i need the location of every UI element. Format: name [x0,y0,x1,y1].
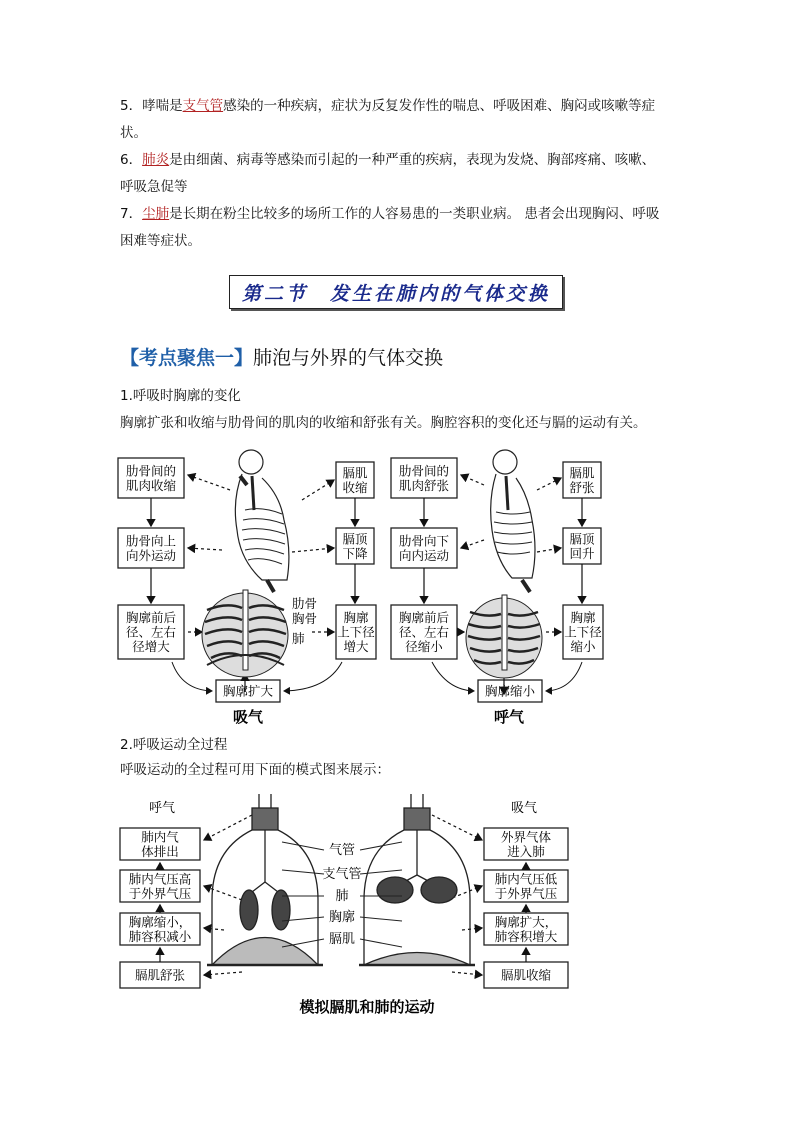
inhale-box-vertical-text: 胸廓 [343,610,369,625]
exhale-box-result-text: 胸廓缩小 [484,683,536,699]
inhale-box-intercostal-text: 肋骨间的 [125,463,177,479]
disease-term: 哮喘 [142,98,170,114]
inhale-box-diameter-text: 径增大 [132,639,170,654]
flow-arrow [284,662,342,691]
label-leader [282,842,324,850]
inhale-box-intercostal [118,458,184,498]
inhale-box-dome-text: 膈顶 [342,531,368,547]
exhale-box-rib-move [391,528,457,568]
flow-arrow [188,548,222,550]
item-text: 是 [169,98,183,114]
exhale-bell-jar-illustration [207,794,323,965]
diagram-label: 吸气 [510,801,538,816]
exhale-box-vertical-text: 缩小 [570,639,596,654]
inhale-step-box-text: 于外界气压 [494,885,558,901]
exhale-box-vertical-text: 胸廓 [570,610,596,625]
inhale-step-box-text: 进入肺 [507,843,545,859]
exhale-box-vertical [563,605,603,659]
flow-arrow [188,475,230,490]
item-number: 6． [120,152,143,168]
flow-arrow [537,548,561,552]
inhale-box-vertical [336,605,376,659]
exhale-step-box-text: 体排出 [141,843,179,859]
inhale-box-rib-move-text: 向外运动 [125,547,177,563]
exhale-box-intercostal [391,458,457,498]
thorax-change-figure [112,440,622,725]
inhale-ribcage-illustration [202,590,288,677]
inhale-box-vertical-text: 上下径 [337,624,375,640]
item-text: 状。 [120,125,147,141]
item-number: 5． [120,98,143,114]
exhale-box-dome-text: 膈顶 [569,531,595,547]
exhale-box-diaphragm-text: 舒张 [569,479,595,495]
exhale-box-diameter-text: 胸廓前后 [398,610,450,625]
sub-text-2: 呼吸运动的全过程可用下面的模式图来展示： [120,762,390,778]
inhale-box-vertical-text: 增大 [343,639,369,654]
inhale-box-intercostal-text: 肌肉收缩 [125,477,177,493]
item-text: 是长期在粉尘比较多的场所工作的人容易患的一类职业病。 患者会出现胸闷、呼吸 [169,206,660,222]
diagram-label: 呼气 [493,708,525,725]
exhale-box-dome-text: 回升 [569,545,595,561]
item-5 [120,93,680,147]
inhale-step-box [484,962,568,988]
inhale-box-rib-move [118,528,184,568]
inhale-box-diaphragm [336,462,374,498]
inhale-step-box [484,870,568,902]
exhale-box-diameter-text: 径、左右 [398,624,450,640]
inhale-box-rib-move-text: 肋骨向上 [125,533,177,549]
flow-arrow [462,928,482,930]
inhale-box-result [216,680,280,702]
label-leader [360,939,402,947]
flow-arrow [461,540,484,548]
sub-heading-1: 1.呼吸时胸廓的变化 [120,388,241,404]
term-link[interactable]: 支气管 [182,98,224,114]
item-text: 呼吸急促等 [120,179,188,195]
flow-arrow [172,662,212,691]
sub-text-1: 胸廓扩张和收缩与肋骨间的肌肉的收缩和舒张有关。胸腔容积的变化还与膈的运动有关。 [120,415,647,431]
diagram-label: 肺 [335,889,349,904]
sub-heading-2: 2.呼吸运动全过程 [120,737,228,753]
label-leader [282,870,324,874]
exhale-step-box-text: 肺内气压高 [128,871,192,887]
exhale-step-box [120,870,200,902]
flow-arrow [537,478,561,490]
exhale-box-diaphragm-text: 膈肌 [569,465,595,481]
term-link[interactable]: 尘肺 [142,206,170,222]
diagram-label: 肺 [292,631,305,646]
exhale-box-intercostal-text: 肌肉舒张 [398,477,450,493]
item-6 [120,147,680,201]
exhale-box-rib-move-text: 向内运动 [398,547,450,563]
exhale-step-box-text: 于外界气压 [128,885,192,901]
exhale-box-result [478,680,542,702]
diagram-label: 支气管 [322,867,362,882]
inhale-box-diameter-text: 胸廓前后 [125,610,177,625]
term-link[interactable]: 肺炎 [142,152,170,168]
item-7 [120,201,680,255]
label-leader [360,870,402,874]
exhale-box-intercostal-text: 肋骨间的 [398,463,450,479]
label-leader [360,842,402,850]
exhale-step-box-text: 肺容积减小 [128,928,192,944]
flow-arrow [546,662,582,691]
flow-arrow [302,480,334,500]
label-leader [360,917,402,921]
inhale-box-dome-text: 下降 [342,545,368,561]
flow-arrow [204,928,224,930]
flow-arrow [204,886,242,900]
exhale-step-box [120,913,200,945]
key-point-title: 肺泡与外界的气体交换 [253,347,444,369]
exhale-box-vertical-text: 上下径 [564,624,602,640]
key-point-label: 考点聚焦一 [139,347,235,369]
item-number: 7． [120,206,143,222]
diagram-label: 呼气 [148,801,176,816]
exhale-box-diameter [391,605,457,659]
inhale-step-box [484,828,568,860]
item-text: 感染的一种疾病，症状为反复发作性的喘息、呼吸困难、胸闷或咳嗽等症 [223,98,656,114]
diagram-label: 吸气 [232,708,264,725]
inhale-step-box-text: 外界气体 [500,829,552,845]
inhale-step-box [484,913,568,945]
key-point-heading [120,343,443,370]
flow-arrow [292,548,334,552]
inhale-box-diameter [118,605,184,659]
exhale-step-box-text: 胸廓缩小， [128,914,192,930]
flow-arrow [432,662,474,691]
inhale-step-box-text: 胸廓扩大， [494,914,558,930]
exhale-step-box-text: 膈肌舒张 [134,967,186,983]
exhale-step-box-text: 肺内气 [141,829,179,845]
inhale-torso-illustration [235,450,289,592]
exhale-ribcage-illustration [466,595,542,678]
exhale-torso-illustration [491,450,535,592]
inhale-box-diaphragm-text: 收缩 [342,479,368,495]
item-text: 是由细菌、病毒等感染而引起的一种严重的疾病，表现为发烧、胸部疼痛、咳嗽、 [169,152,656,168]
diagram-label: 肋骨 [292,596,318,611]
inhale-bell-jar-illustration [359,794,475,965]
inhale-box-result-text: 胸廓扩大 [222,683,274,699]
item-text: 困难等症状。 [120,233,201,249]
exhale-step-box [120,828,200,860]
bell-jar-model-figure [112,790,582,1020]
section-title-box [229,275,563,309]
diagram-label: 胸廓 [328,910,356,925]
bracket-open: 【 [120,347,140,369]
inhale-step-box-text: 膈肌收缩 [500,967,552,983]
flow-arrow [204,972,242,975]
diagram-label: 胸骨 [292,611,318,626]
figure-2-caption: 模拟膈肌和肺的运动 [299,998,435,1016]
diagram-label: 气管 [328,843,356,858]
inhale-step-box-text: 肺内气压低 [494,871,558,887]
exhale-box-diameter-text: 径缩小 [405,639,443,654]
bracket-close: 】 [234,347,254,369]
flow-arrow [461,475,484,485]
flow-arrow [452,972,482,975]
inhale-box-diameter-text: 径、左右 [125,624,177,640]
inhale-box-diaphragm-text: 膈肌 [342,465,368,481]
section-title: 第二节 发生在肺内的气体交换 [241,282,550,305]
diagram-label: 膈肌 [328,932,356,947]
exhale-step-box [120,962,200,988]
flow-arrow [204,815,252,840]
exhale-box-dome [563,528,601,564]
inhale-box-dome [336,528,374,564]
inhale-step-box-text: 肺容积增大 [494,928,558,944]
exhale-box-rib-move-text: 肋骨向下 [398,533,450,549]
exhale-box-diaphragm [563,462,601,498]
